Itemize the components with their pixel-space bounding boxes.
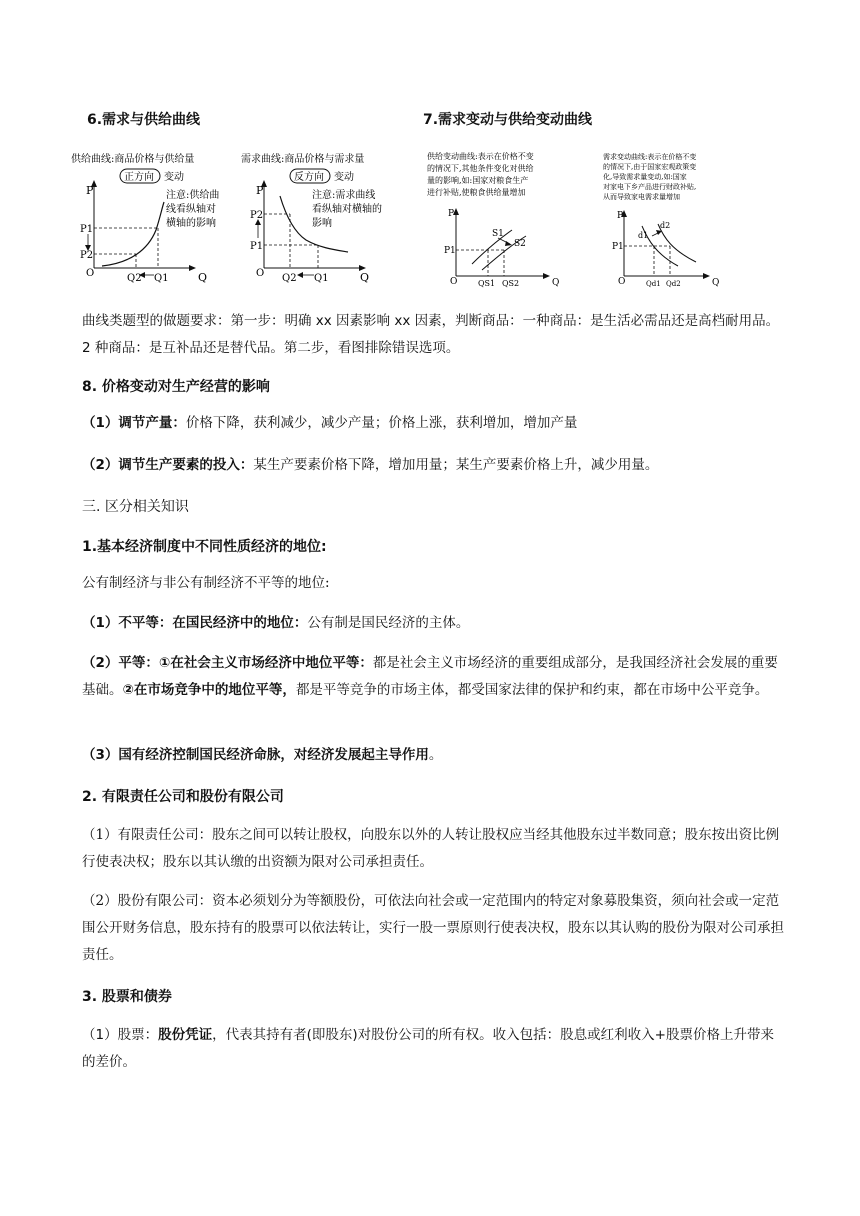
demand-direction-suffix: 变动	[334, 172, 354, 183]
supply-label-p1: P1	[80, 224, 94, 235]
section8-item2	[82, 452, 786, 479]
ownership-item3	[82, 742, 786, 769]
part3-sub3-title: 3. 股票和债券	[82, 989, 172, 1005]
demand-label-q1: Q1	[314, 273, 329, 284]
supply-label-o: O	[86, 268, 95, 279]
supply-shift-caption-2: 的情况下,其他条件变化对供给	[427, 164, 534, 173]
section8-item2-text: 某生产要素价格下降，增加用量；某生产要素价格上升，减少用量。	[253, 457, 659, 473]
demand-curve-figure	[240, 150, 406, 286]
supply-shift-label-p1: P1	[444, 246, 456, 256]
joint-stock-paragraph: （2）股份有限公司：资本必须划分为等额股份，可依法向社会或一定范围内的特定对象募股集资，须向社会或一定范围公开财务信息，股东持有的股票可以依法转让，实行一股一票原则行使表决权，股东以其认购的股份为限对公司承担责任。	[82, 893, 784, 963]
demand-note-2: 看纵轴对横轴的	[312, 204, 382, 215]
section8-title: 8. 价格变动对生产经营的影响	[82, 379, 270, 395]
supply-shift-label-qs1: QS1	[478, 279, 496, 288]
supply-label-p2: P2	[80, 250, 94, 261]
demand-shift-label-qd1: Qd1	[646, 280, 661, 288]
supply-label-p: P	[86, 184, 94, 197]
supply-shift-caption-3: 量的影响,如:国家对粮食生产	[427, 176, 529, 185]
part3-sub1-title: 1.基本经济制度中不同性质经济的地位:	[82, 539, 327, 555]
limited-company-paragraph: （1）有限责任公司：股东之间可以转让股权，向股东以外的人转让股权应当经其他股东过半数同意；股东按出资比例行使表决权；股东以其认缴的出资额为限对公司承担责任。	[82, 827, 780, 870]
supply-shift-figure	[426, 150, 586, 288]
stock-keyword: 股份凭证	[158, 1027, 213, 1043]
part3-title: 三. 区分相关知识	[82, 499, 189, 515]
demand-label-q2: Q2	[282, 273, 297, 284]
ownership-item3-c: 。	[428, 747, 443, 763]
supply-caption: 供给曲线:商品价格与供给量	[71, 154, 195, 165]
demand-caption: 需求曲线:商品价格与需求量	[241, 154, 365, 165]
demand-shift-label-q: Q	[712, 278, 720, 288]
demand-shift-caption-1: 需求变动曲线:表示在价格不变	[603, 153, 697, 161]
supply-direction-suffix: 变动	[164, 172, 184, 183]
supply-curve	[102, 202, 164, 266]
demand-shift-x-arrow	[703, 273, 710, 279]
demand-label-o: O	[256, 268, 265, 279]
demand-label-q: Q	[360, 271, 370, 284]
supply-shift-label-p: P	[448, 209, 455, 219]
ownership-item1	[82, 610, 786, 637]
demand-shift-caption-5: 从而导致家电需求量增加	[603, 193, 680, 201]
ownership-item3-a: （3）国有经济控制国民经济命脉，对经济发展起	[82, 747, 375, 763]
ownership-item2-label-a: （2）平等：①在社会主义市场经济中地位平等：	[82, 655, 373, 671]
ownership-item1-text: 公有制是国民经济的主体。	[307, 615, 470, 631]
section6-title: 6.需求与供给曲线	[87, 112, 201, 128]
supply-shift-label-s2: S2	[514, 239, 526, 249]
demand-shift-label-o: O	[618, 277, 626, 287]
demand-shift-label-d1: d1	[638, 231, 649, 240]
section8-item1-label: （1）调节产量：	[82, 415, 186, 431]
supply-shift-label-o: O	[450, 277, 458, 287]
section8-item1-text: 价格下降，获利减少，减少产量；价格上涨，获利增加，增加产量	[185, 415, 578, 431]
demand-shift-label-qd2: Qd2	[666, 280, 681, 288]
supply-shift-label-q: Q	[552, 278, 560, 288]
supply-shift-label-qs2: QS2	[502, 279, 520, 288]
part3-sub1-intro: 公有制经济与非公有制经济不平等的地位:	[82, 575, 330, 591]
supply-note-2: 线看纵轴对	[166, 204, 216, 215]
curve-requirement-paragraph: 曲线类题型的做题要求：第一步：明确 xx 因素影响 xx 因素，判断商品：一种商品：是生活必需品还是高档耐用品。2 种商品：是互补品还是替代品。第二步，看图排除错误选项。	[82, 313, 780, 356]
demand-shift-caption-3: 化,导致需求量变动,如:国家	[603, 173, 687, 181]
demand-direction: 反方向	[294, 172, 324, 183]
supply-shift-arrow-head	[505, 241, 512, 246]
demand-label-p1: P1	[250, 241, 264, 252]
stock-label: （1）股票：	[82, 1027, 159, 1043]
part3-sub2-title: 2. 有限责任公司和股份有限公司	[82, 789, 284, 805]
supply-x-arrow	[189, 265, 196, 271]
supply-note-3: 横轴的影响	[166, 218, 216, 229]
supply-shift-x-arrow	[543, 273, 550, 279]
section7-title: 7.需求变动与供给变动曲线	[423, 112, 593, 128]
supply-shift-caption-4: 进行补贴,使粮食供给量增加	[427, 188, 526, 197]
ownership-item2	[82, 650, 786, 704]
demand-label-p: P	[256, 184, 264, 197]
supply-label-q: Q	[198, 271, 208, 284]
stock-paragraph	[82, 1022, 786, 1076]
demand-shift-figure	[602, 150, 732, 288]
ownership-item3-b: 主导作用	[374, 747, 429, 763]
section8-item2-label: （2）调节生产要素的投入：	[82, 457, 254, 473]
stock-text: ，代表其持有者(即股东)对股份公司的所有权。收入包括：股息或红利收入+股票价格上升带来的差价。	[82, 1027, 774, 1070]
demand-shift-label-d2: d2	[660, 221, 671, 230]
demand-note-1: 注意:需求曲线	[312, 190, 376, 201]
section8-item1	[82, 410, 786, 437]
supply-shift-label-s1: S1	[492, 229, 504, 239]
supply-direction: 正方向	[124, 172, 154, 183]
demand-shift-caption-4: 对家电下乡产品进行财政补贴,	[603, 183, 697, 191]
supply-label-q1: Q1	[154, 273, 169, 284]
ownership-item2-label-b: ②在市场竞争中的地位平等，	[122, 682, 296, 698]
demand-shift-label-p: P	[617, 211, 624, 221]
demand-label-p2: P2	[250, 210, 264, 221]
supply-note-1: 注意:供给曲	[166, 190, 220, 201]
demand-note-3: 影响	[312, 218, 332, 229]
ownership-item1-label: （1）不平等：在国民经济中的地位：	[82, 615, 308, 631]
supply-label-q2: Q2	[127, 273, 142, 284]
demand-shift-caption-2: 的情况下,由于国家宏观政策变	[603, 163, 697, 171]
ownership-item2-text-a: 都是社会主义市场经济的重要组成部分，是我国经济社会发展的重要基础。	[82, 655, 778, 698]
demand-q-arrow-head	[297, 272, 303, 278]
supply-curve-figure	[70, 150, 236, 286]
ownership-item2-text-b: 都是平等竞争的市场主体，都受国家法律的保护和约束，都在市场中公平竞争。	[295, 682, 769, 698]
supply-shift-caption-1: 供给变动曲线:表示在价格不变	[427, 152, 534, 161]
demand-shift-label-p1: P1	[612, 242, 624, 252]
